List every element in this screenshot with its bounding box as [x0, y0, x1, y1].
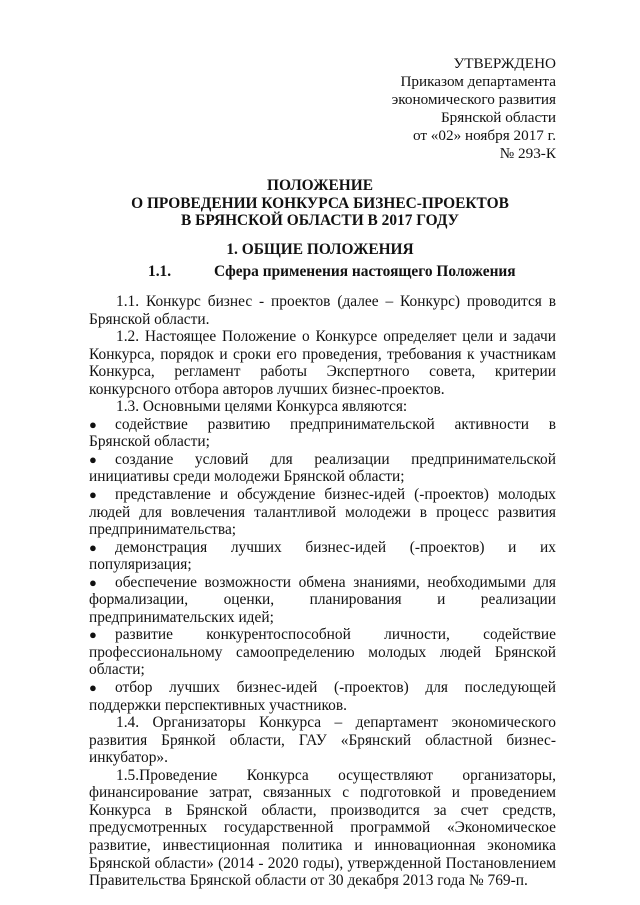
bullet-icon: ●: [89, 416, 97, 432]
document-title-line-2: О ПРОВЕДЕНИИ КОНКУРСА БИЗНЕС-ПРОЕКТОВ: [131, 194, 509, 212]
goal-text: содействие развитию предпринимательской активности в Брянской области;: [89, 415, 556, 451]
goal-text: создание условий для реализации предпринимательской инициативы среди молодежи Брянской области;: [89, 450, 556, 486]
goal-item: [89, 539, 556, 574]
goal-text: обеспечение возможности обмена знаниями, необходимыми для формализации, оценки, планирования и реализации предпринимательских идей;: [89, 573, 556, 626]
approval-region-line: Брянской области: [440, 109, 556, 126]
paragraph-1-3: 1.3. Основными целями Конкурса являются:: [116, 398, 408, 416]
goal-item: [89, 486, 556, 539]
subsection-number: 1.1.: [148, 263, 172, 280]
subsection-title: Сфера применения настоящего Положения: [214, 263, 516, 280]
paragraph-1-1: 1.1. Конкурс бизнес - проектов (далее – Конкурс) проводится в Брянской области.: [89, 293, 556, 328]
paragraph-1-2: 1.2. Настоящее Положение о Конкурсе определяет цели и задачи Конкурса, порядок и сроки его проведения, требования к участникам Конкурса, регламент работы Экспертного совета, критерии конкурсного отбора авторов лучших бизнес-проектов.: [89, 328, 556, 398]
bullet-icon: ●: [89, 627, 97, 643]
approval-number: № 293-К: [499, 145, 556, 162]
approval-order-line: Приказом департамента: [400, 73, 556, 90]
paragraph-1-4: 1.4. Организаторы Конкурса – департамент экономического развития Брянкой области, ГАУ «Брянский областной бизнес-инкубатор».: [89, 714, 556, 767]
goal-item: [89, 451, 556, 486]
goal-item: [89, 626, 556, 679]
document-title-line-3: В БРЯНСКОЙ ОБЛАСТИ В 2017 ГОДУ: [181, 212, 459, 229]
goal-item: [89, 416, 556, 451]
bullet-icon: ●: [89, 574, 97, 590]
document-title: [0, 177, 640, 230]
document-body: [89, 293, 556, 890]
goal-text: развитие конкурентоспособной личности, содействие профессиональному самоопределению молодых людей Брянской области;: [89, 626, 556, 679]
goal-text: демонстрация лучших бизнес-идей (-проектов) и их популяризация;: [89, 538, 556, 574]
goal-text: представление и обсуждение бизнес-идей (-проектов) молодых людей для вовлечения талантливой молодежи в процесс развития предпринимательства;: [89, 486, 556, 539]
bullet-icon: ●: [89, 487, 97, 503]
approval-stamp: [392, 55, 556, 163]
bullet-icon: ●: [89, 539, 97, 555]
bullet-icon: ●: [89, 451, 97, 467]
section-heading: 1. ОБЩИЕ ПОЛОЖЕНИЯ: [226, 241, 414, 258]
subsection-heading: [148, 262, 516, 281]
approval-heading: УТВЕРЖДЕНО: [453, 55, 556, 72]
bullet-icon: ●: [89, 680, 97, 696]
goal-item: [89, 679, 556, 714]
approval-department-line: экономического развития: [391, 91, 556, 108]
paragraph-1-5: 1.5.Проведение Конкурса осуществляют организаторы, финансирование затрат, связанных с подготовкой и проведением Конкурса в Брянской области, производится за счет средств, предусмотренных государственной программой «Экономическое развитие, инвестиционная политика и инновационная экономика Брянской области» (2014 - 2020 годы), утвержденной Постановлением Правительства Брянской области от 30 декабря 2013 года № 769-п.: [89, 766, 556, 890]
document-title-line-1: ПОЛОЖЕНИЕ: [267, 177, 373, 194]
goal-item: [89, 574, 556, 627]
approval-date: от «02» ноября 2017 г.: [412, 127, 556, 144]
goal-text: отбор лучших бизнес-идей (-проектов) для последующей поддержки перспективных участников.: [89, 679, 556, 714]
